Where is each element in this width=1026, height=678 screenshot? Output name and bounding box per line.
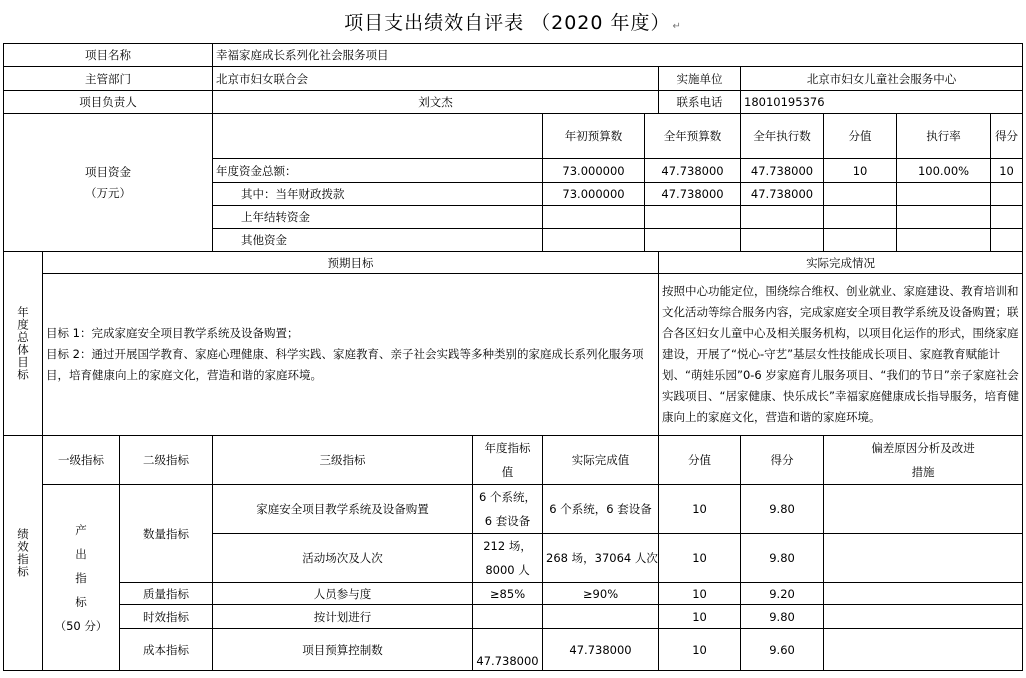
table-row — [4, 485, 1023, 534]
funds-label: 项目资金 （万元） — [4, 114, 213, 252]
funds-header-got: 得分 — [991, 114, 1023, 159]
table-row — [4, 605, 1023, 629]
funds-score: 10 — [824, 159, 897, 183]
evaluation-table — [3, 43, 1023, 671]
target-cell: 212 场， 8000 人 — [473, 534, 543, 583]
funds-exec — [741, 229, 824, 252]
leader-label: 项目负责人 — [4, 91, 213, 114]
leader-value: 刘文杰 — [213, 91, 659, 114]
funds-got — [991, 229, 1023, 252]
dept-value: 北京市妇女联合会 — [213, 67, 659, 91]
score-cell: 10 — [659, 605, 741, 629]
output-indicator-label: 产 出 指 标 （50 分） — [43, 485, 120, 671]
dept-label: 主管部门 — [4, 67, 213, 91]
funds-got: 10 — [991, 159, 1023, 183]
funds-exec: 47.738000 — [741, 159, 824, 183]
funds-init — [543, 206, 645, 229]
score-cell: 10 — [659, 629, 741, 671]
funds-rate — [897, 183, 991, 206]
score-cell: 10 — [659, 534, 741, 583]
score-cell: 10 — [659, 485, 741, 534]
level2-quantity: 数量指标 — [120, 485, 213, 583]
actual-cell: 47.738000 — [543, 629, 659, 671]
funds-row-label: 年度资金总额： — [213, 159, 543, 183]
level2-timeliness: 时效指标 — [120, 605, 213, 629]
perf-header-reason: 偏差原因分析及改进 措施 — [824, 436, 1023, 485]
funds-header-exec: 全年执行数 — [741, 114, 824, 159]
target-cell: 47.738000 — [473, 629, 543, 671]
funds-row-label: 上年结转资金 — [213, 206, 543, 229]
funds-init: 73.000000 — [543, 183, 645, 206]
table-row — [4, 629, 1023, 671]
funds-header-score: 分值 — [824, 114, 897, 159]
funds-year: 47.738000 — [645, 183, 741, 206]
got-cell: 9.80 — [741, 534, 824, 583]
funds-got — [991, 206, 1023, 229]
funds-header-init: 年初预算数 — [543, 114, 645, 159]
funds-rate — [897, 229, 991, 252]
funds-year — [645, 229, 741, 252]
reason-cell — [824, 534, 1023, 583]
actual-cell: 6 个系统，6 套设备 — [543, 485, 659, 534]
level3-cell: 人员参与度 — [213, 583, 473, 605]
level3-cell: 项目预算控制数 — [213, 629, 473, 671]
reason-cell — [824, 485, 1023, 534]
funds-exec: 47.738000 — [741, 183, 824, 206]
actual-cell: ≥90% — [543, 583, 659, 605]
reason-cell — [824, 629, 1023, 671]
annual-goal-section-label: 年度总体目标 — [4, 252, 43, 436]
expected-goal-text: 目标 1：完成家庭安全项目教学系统及设备购置； 目标 2：通过开展国学教育、家庭心理健康、科学实践、家庭教育、亲子社会实践等多种类别的家庭成长系列化服务项目，培育健康向上的家庭文化，营造和谐的家庭环境。 — [43, 274, 659, 436]
funds-year — [645, 206, 741, 229]
funds-got — [991, 183, 1023, 206]
actual-completion-text: 按照中心功能定位，围绕综合维权、创业就业、家庭建设、教育培训和文化活动等综合服务内容，完成家庭安全项目教学系统及设备购置；联合各区妇女儿童中心及相关服务机构，以项目化运作的形式，围绕家庭建设，开展了“悦心-守艺”基层女性技能成长项目、家庭教育赋能计划、“萌娃乐园”0-6 岁家庭育儿服务项目、“我们的节日”亲子家庭社会实践项目、“居家健康、快乐成长”幸福家庭健康成长指导服务，培育健康向上的家庭文化，营造和谐的家庭环境。 — [659, 274, 1023, 436]
perf-header-score: 分值 — [659, 436, 741, 485]
funds-init: 73.000000 — [543, 159, 645, 183]
perf-header-got: 得分 — [741, 436, 824, 485]
target-cell — [473, 605, 543, 629]
funds-score — [824, 183, 897, 206]
perf-header-actual: 实际完成值 — [543, 436, 659, 485]
level2-cost: 成本指标 — [120, 629, 213, 671]
score-cell: 10 — [659, 583, 741, 605]
project-name-value: 幸福家庭成长系列化社会服务项目 — [213, 44, 1023, 67]
impl-unit-value: 北京市妇女儿童社会服务中心 — [741, 67, 1023, 91]
actual-cell — [543, 605, 659, 629]
performance-section-label: 绩效指标 — [4, 436, 43, 671]
actual-cell: 268 场，37064 人次 — [543, 534, 659, 583]
reason-cell — [824, 605, 1023, 629]
funds-year: 47.738000 — [645, 159, 741, 183]
got-cell: 9.60 — [741, 629, 824, 671]
target-cell: ≥85% — [473, 583, 543, 605]
funds-row-label: 其中：当年财政拨款 — [213, 183, 543, 206]
funds-rate: 100.00% — [897, 159, 991, 183]
level2-quality: 质量指标 — [120, 583, 213, 605]
perf-header-level1: 一级指标 — [43, 436, 120, 485]
page-title: 项目支出绩效自评表 （2020 年度） ↵ — [344, 12, 682, 34]
funds-score — [824, 206, 897, 229]
project-name-label: 项目名称 — [4, 44, 213, 67]
phone-label: 联系电话 — [659, 91, 741, 114]
got-cell: 9.80 — [741, 485, 824, 534]
funds-row-label: 其他资金 — [213, 229, 543, 252]
expected-goal-header: 预期目标 — [43, 252, 659, 274]
funds-score — [824, 229, 897, 252]
actual-completion-header: 实际完成情况 — [659, 252, 1023, 274]
level3-cell: 家庭安全项目教学系统及设备购置 — [213, 485, 473, 534]
funds-header-year: 全年预算数 — [645, 114, 741, 159]
impl-unit-label: 实施单位 — [659, 67, 741, 91]
perf-header-level3: 三级指标 — [213, 436, 473, 485]
funds-rate — [897, 206, 991, 229]
level3-cell: 按计划进行 — [213, 605, 473, 629]
reason-cell — [824, 583, 1023, 605]
phone-value: 18010195376 — [741, 91, 1023, 114]
funds-exec — [741, 206, 824, 229]
level3-cell: 活动场次及人次 — [213, 534, 473, 583]
got-cell: 9.20 — [741, 583, 824, 605]
got-cell: 9.80 — [741, 605, 824, 629]
funds-init — [543, 229, 645, 252]
perf-header-target: 年度指标 值 — [473, 436, 543, 485]
perf-header-level2: 二级指标 — [120, 436, 213, 485]
funds-header-blank — [213, 114, 543, 159]
funds-header-rate: 执行率 — [897, 114, 991, 159]
table-row — [4, 583, 1023, 605]
target-cell: 6 个系统， 6 套设备 — [473, 485, 543, 534]
